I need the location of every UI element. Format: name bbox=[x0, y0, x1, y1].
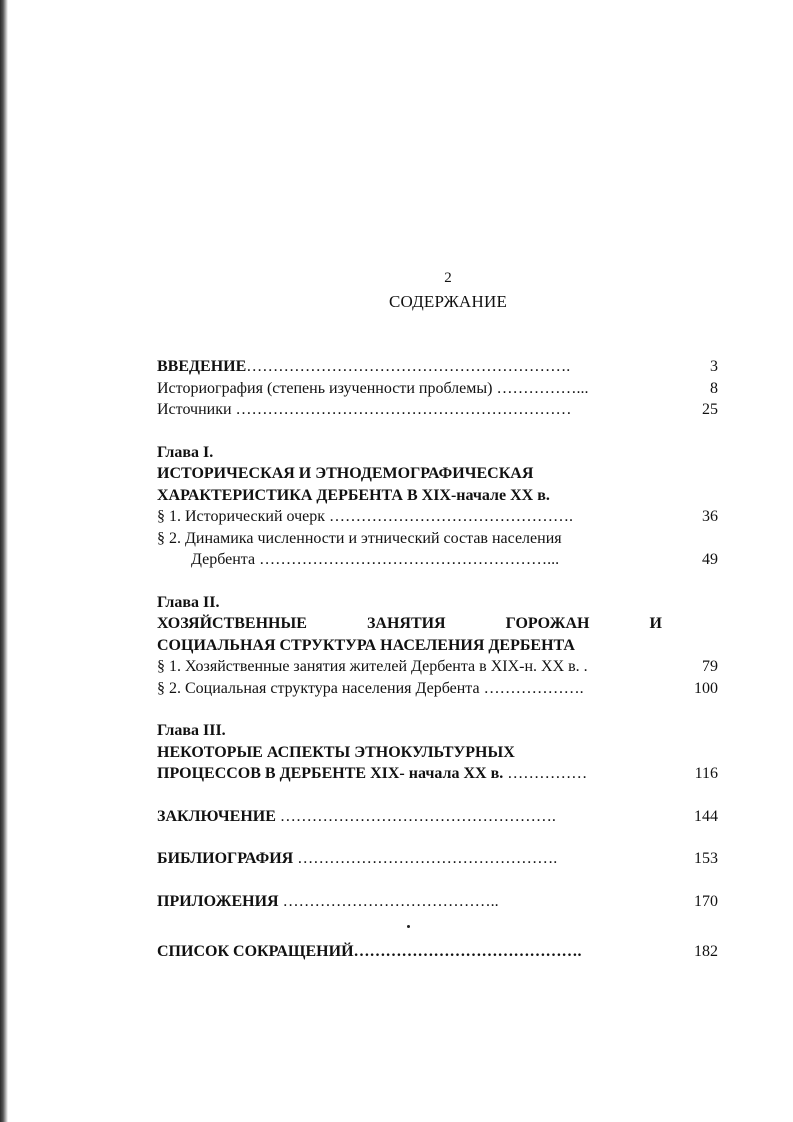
page-ref: 36 bbox=[702, 508, 718, 525]
page-ref: 116 bbox=[694, 765, 718, 782]
toc-entry-text: Дербента ………………………………………………... bbox=[191, 551, 560, 568]
page-ref: 182 bbox=[694, 943, 718, 960]
toc-entry-ch1-sec1 bbox=[157, 506, 722, 528]
page-ref: 25 bbox=[702, 401, 718, 418]
toc-entry-conclusion bbox=[157, 806, 722, 828]
leader-dots: ………………………………….. bbox=[278, 892, 499, 910]
page-ref: 153 bbox=[694, 850, 718, 867]
toc-entry-abbreviations bbox=[157, 941, 722, 963]
chapter-1-label: Глава I. bbox=[157, 443, 214, 461]
toc-entry-text: Источники ……………………………………………………… bbox=[157, 401, 572, 418]
appendices-heading: ПРИЛОЖЕНИЯ bbox=[157, 892, 279, 910]
leader-dots: ……………………………………………. bbox=[275, 807, 556, 825]
page-ref: 79 bbox=[702, 658, 718, 675]
toc-title: СОДЕРЖАНИЕ bbox=[388, 292, 508, 311]
scan-speck bbox=[407, 925, 410, 928]
toc-entry-ch1-sec2 bbox=[157, 528, 722, 550]
leader-dots: …………… bbox=[503, 765, 588, 782]
table-of-contents bbox=[157, 356, 722, 963]
leader-dots: ……………………………………………………. bbox=[246, 358, 571, 375]
toc-entry-text: § 1. Исторический очерк ………………………………………. bbox=[157, 508, 574, 525]
page-ref: 8 bbox=[710, 379, 718, 397]
toc-entry-appendices bbox=[157, 891, 722, 913]
toc-entry-text: Историография (степень изученности проблемы) ……………... bbox=[157, 379, 589, 397]
toc-entry-ch1-sec2-cont bbox=[157, 549, 722, 571]
toc-entry-text: § 2. Социальная структура населения Дербента ………………. bbox=[157, 679, 584, 697]
toc-entry-ch2-sec1 bbox=[157, 656, 722, 678]
leader-dots: ……………………………………. bbox=[353, 943, 582, 960]
toc-entry-historiography bbox=[157, 378, 722, 400]
leader-dots: …………………………………………. bbox=[293, 850, 558, 867]
chapter-2-title-line-2: СОЦИАЛЬНАЯ СТРУКТУРА НАСЕЛЕНИЯ ДЕРБЕНТА bbox=[157, 636, 575, 654]
page-ref: 3 bbox=[710, 358, 718, 375]
toc-entry-text: § 2. Динамика численности и этнический состав населения bbox=[157, 529, 562, 547]
title-word: ГОРОЖАН bbox=[505, 615, 590, 632]
bibliography-heading: БИБЛИОГРАФИЯ bbox=[157, 850, 294, 867]
chapter-1-title-line-2: ХАРАКТЕРИСТИКА ДЕРБЕНТА В XIX-начале XX в. bbox=[157, 486, 550, 504]
title-word: ХОЗЯЙСТВЕННЫЕ bbox=[157, 615, 307, 632]
chapter-2-label: Глава II. bbox=[157, 593, 220, 611]
page-ref: 100 bbox=[694, 679, 718, 697]
page-number: 2 bbox=[444, 270, 452, 286]
introduction-heading: ВВЕДЕНИЕ bbox=[157, 358, 247, 375]
toc-entry-text: § 1. Хозяйственные занятия жителей Дербента в XIX-н. XX в. . bbox=[157, 658, 588, 675]
title-word: ЗАНЯТИЯ bbox=[366, 615, 446, 632]
toc-entry-sources bbox=[157, 399, 722, 421]
chapter-3-title-line-1: НЕКОТОРЫЕ АСПЕКТЫ ЭТНОКУЛЬТУРНЫХ bbox=[157, 743, 515, 761]
toc-entry-introduction bbox=[157, 356, 722, 378]
toc-entry-bibliography bbox=[157, 848, 722, 870]
page-ref: 49 bbox=[702, 551, 718, 568]
abbreviations-heading: СПИСОК СОКРАЩЕНИЙ bbox=[157, 943, 354, 960]
toc-entry-chapter-3 bbox=[157, 763, 722, 785]
scan-edge-shadow bbox=[0, 0, 8, 1122]
chapter-1-title-line-1: ИСТОРИЧЕСКАЯ И ЭТНОДЕМОГРАФИЧЕСКАЯ bbox=[157, 465, 534, 482]
conclusion-heading: ЗАКЛЮЧЕНИЕ bbox=[157, 807, 276, 825]
chapter-3-title-line-2: ПРОЦЕССОВ В ДЕРБЕНТЕ XIX- начала XX в. bbox=[157, 765, 504, 782]
page-ref: 170 bbox=[694, 892, 718, 910]
toc-entry-ch2-sec2 bbox=[157, 678, 722, 700]
chapter-2-title-line-1 bbox=[157, 613, 662, 635]
title-word: И bbox=[649, 615, 662, 632]
page-ref: 144 bbox=[694, 807, 718, 825]
chapter-3-label: Глава III. bbox=[157, 722, 226, 739]
